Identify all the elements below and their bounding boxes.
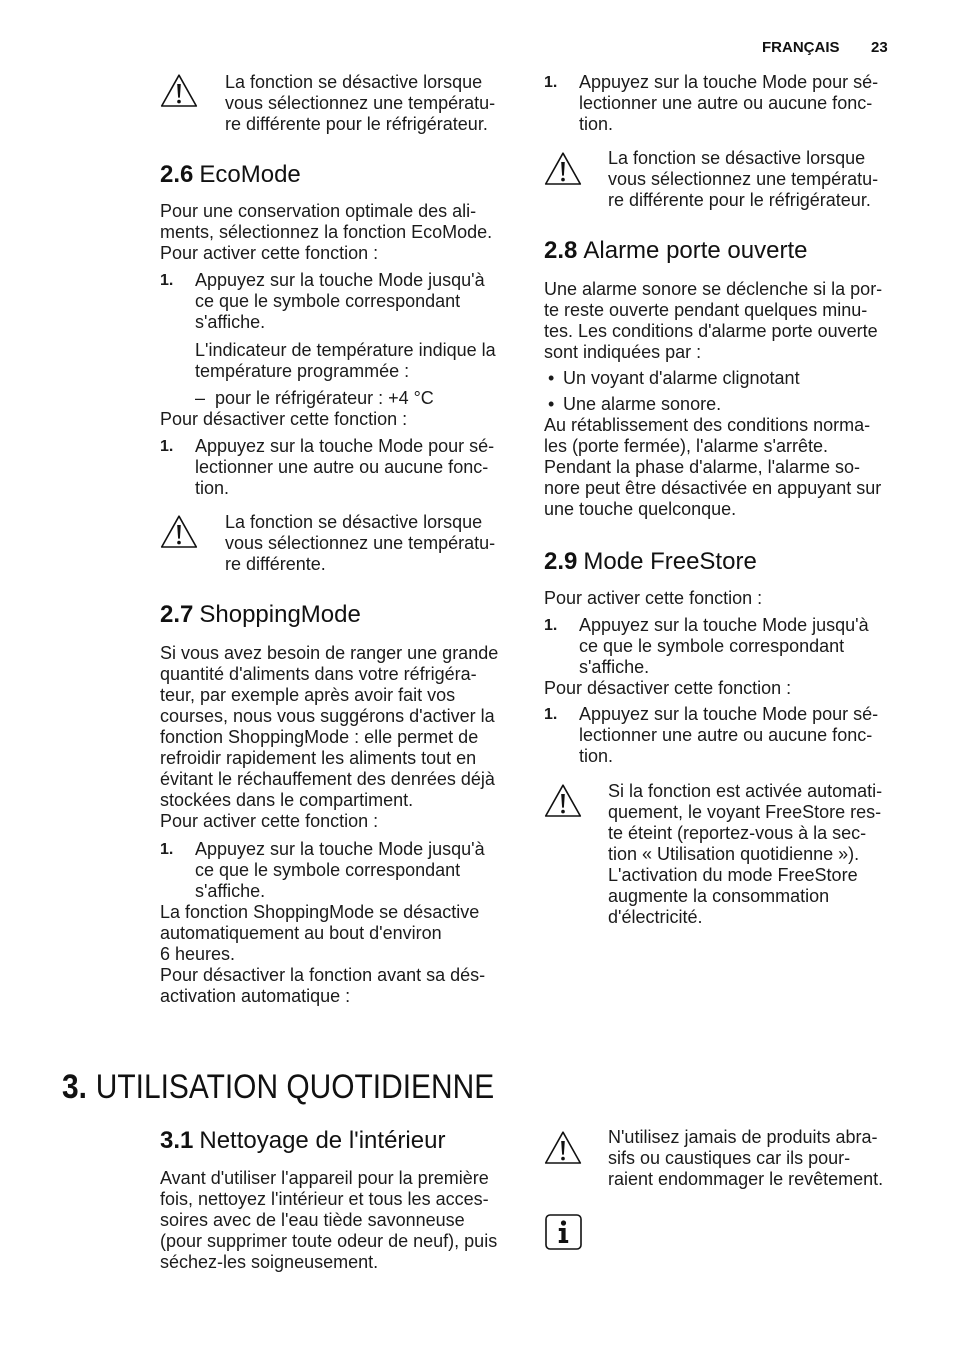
step-text: Appuyez sur la touche Mode pour sé- lectionner une autre ou aucune fonc- tion. — [195, 436, 495, 498]
section-title: Alarme porte ouverte — [583, 237, 808, 264]
section-title: Mode FreeStore — [583, 548, 757, 575]
cleaning-heading — [160, 1126, 445, 1156]
language-label: FRANÇAIS — [762, 39, 840, 56]
shoppingmode-heading — [160, 600, 361, 630]
fridge-setting: pour le réfrigérateur : +4 °C — [215, 388, 434, 408]
freestore-heading — [544, 547, 757, 577]
step-number: 1. — [544, 706, 558, 723]
section-number: 2.9 — [544, 548, 578, 575]
auto-off-note: La fonction ShoppingMode se désactive automatiquement au bout d'environ 6 heures. — [160, 902, 480, 964]
dash-marker: – — [195, 388, 206, 408]
bullet-marker: • — [548, 394, 555, 414]
warning-triangle-icon — [544, 151, 582, 186]
door-alarm-intro: Une alarme sonore se déclenche si la por- te reste ouverte pendant quelques minu- tes. Les conditions d'alarme porte ouverte sont indiquées par : — [544, 279, 883, 362]
step-text: Appuyez sur la touche Mode pour sé- lectionner une autre ou aucune fonc- tion. — [579, 704, 879, 766]
deactivate-intro: Pour désactiver la fonction avant sa dés- activation automatique : — [160, 965, 486, 1006]
step-text: Appuyez sur la touche Mode pour sé- lectionner une autre ou aucune fonc- tion. — [579, 72, 879, 134]
step-number: 1. — [160, 272, 174, 289]
step-text: Appuyez sur la touche Mode jusqu'à ce que le symbole correspondant s'affiche. — [195, 270, 485, 332]
activate-intro: Pour activer cette fonction : — [544, 588, 763, 608]
indicator-note: L'indicateur de température indique la température programmée : — [195, 340, 496, 381]
warning-text: La fonction se désactive lorsque vous sélectionnez une températu- re différente. — [225, 512, 496, 574]
warning-triangle-icon — [160, 73, 198, 108]
section-title: Nettoyage de l'intérieur — [199, 1127, 446, 1154]
step-number: 1. — [544, 74, 558, 91]
warning-triangle-icon — [544, 1130, 582, 1165]
page-number: 23 — [871, 39, 888, 56]
deactivate-intro: Pour désactiver cette fonction : — [160, 409, 408, 429]
warning-text: N'utilisez jamais de produits abra- sifs ou caustiques car ils pour- raient endommager le revêtement. — [608, 1127, 884, 1189]
ecomode-intro: Pour une conservation optimale des ali- ments, sélectionnez la fonction EcoMode. Pour activer cette fonction : — [160, 201, 493, 263]
step-text: Appuyez sur la touche Mode jusqu'à ce que le symbole correspondant s'affiche. — [579, 615, 869, 677]
chapter-heading — [62, 1067, 494, 1107]
chapter-number: 3. — [62, 1068, 87, 1106]
bullet-item: Un voyant d'alarme clignotant — [563, 368, 800, 388]
step-text: Appuyez sur la touche Mode jusqu'à ce que le symbole correspondant s'affiche. — [195, 839, 485, 901]
ecomode-heading — [160, 160, 301, 190]
step-number: 1. — [544, 617, 558, 634]
deactivate-intro: Pour désactiver cette fonction : — [544, 678, 792, 698]
chapter-title: UTILISATION QUOTIDIENNE — [95, 1068, 495, 1106]
warning-text: La fonction se désactive lorsque vous sélectionnez une températu- re différente pour le réfrigérateur. — [608, 148, 879, 210]
cleaning-text: Avant d'utiliser l'appareil pour la première fois, nettoyez l'intérieur et tous les acces- soires avec de l'eau tiède savonneuse (pour supprimer toute odeur de neuf), puis séchez-les soigneusement. — [160, 1168, 498, 1272]
door-alarm-outro: Au rétablissement des conditions norma- les (porte fermée), l'alarme s'arrête. Pendant la phase d'alarme, l'alarme so- nore peut être désactivée en appuyant sur une touche quelconque. — [544, 415, 882, 519]
warning-text: La fonction se désactive lorsque vous sélectionnez une températu- re différente pour le réfrigérateur. — [225, 72, 496, 134]
shoppingmode-intro: Si vous avez besoin de ranger une grande quantité d'aliments dans votre réfrigéra- teur, par exemple après avoir fait vos courses, nous vous suggérons d'activer la fonction ShoppingMode : elle permet de refroidir rapidement les aliments tout en évitant le réchauffement des denrées déjà stockées dans le compartiment. — [160, 643, 499, 810]
section-number: 3.1 — [160, 1127, 194, 1154]
bullet-marker: • — [548, 368, 555, 388]
door-alarm-heading — [544, 236, 807, 266]
step-number: 1. — [160, 438, 174, 455]
warning-triangle-icon — [544, 783, 582, 818]
bullet-item: Une alarme sonore. — [563, 394, 722, 414]
warning-triangle-icon — [160, 514, 198, 549]
warning-text: Si la fonction est activée automati- quement, le voyant FreeStore res- te éteint (reportez-vous à la sec- tion « Utilisation quotidienne »). L'activation du mode FreeStore augmente la consommation d'électricité. — [608, 781, 883, 927]
section-title: ShoppingMode — [199, 601, 361, 628]
section-number: 2.8 — [544, 237, 578, 264]
section-number: 2.6 — [160, 161, 194, 188]
section-number: 2.7 — [160, 601, 194, 628]
step-number: 1. — [160, 841, 174, 858]
activate-intro: Pour activer cette fonction : — [160, 811, 379, 831]
info-icon — [545, 1214, 582, 1250]
section-title: EcoMode — [199, 161, 301, 188]
